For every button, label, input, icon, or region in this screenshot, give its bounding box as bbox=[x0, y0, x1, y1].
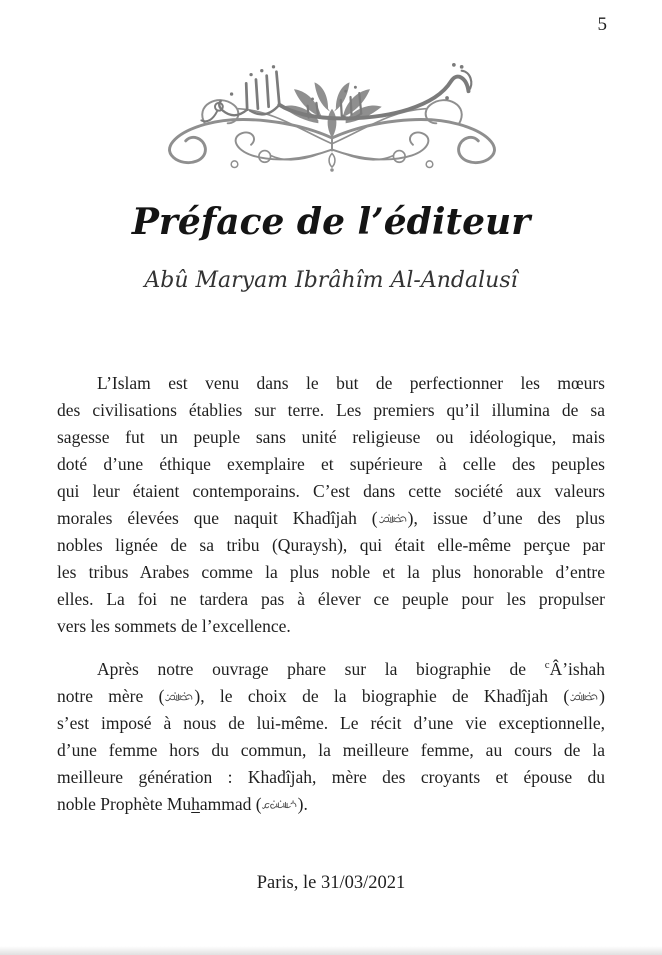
bismillah-ornament bbox=[137, 60, 527, 172]
text-line: Après notre ouvrage phare sur la biographie de $^c$Â’ishah bbox=[97, 659, 605, 679]
radiallahu-anha-honorific bbox=[569, 691, 599, 704]
author-name: Abû Maryam Ibrâhîm Al-Andalusî bbox=[144, 268, 518, 293]
text-line: doté d’une éthique exemplaire et supérieure à celle des peuples bbox=[57, 454, 605, 474]
text-line: morales élevées que naquit Khadîjah ( ), issue d’une des plus bbox=[57, 508, 605, 528]
bismillah-calligraphy-graphic bbox=[137, 60, 527, 172]
text-line: d’une femme hors du commun, la meilleure femme, au cours de la bbox=[57, 740, 605, 760]
text-line: meilleure génération : Khadîjah, mère des croyants et épouse du bbox=[57, 767, 605, 787]
text-line: notre mère ( ), le choix de la biographie de Khadîjah ( ) bbox=[57, 686, 605, 706]
text-line: elles. La foi ne tardera pas à élever ce peuple pour les propulser bbox=[57, 589, 605, 609]
date-line: Paris, le 31/03/2021 bbox=[256, 873, 406, 893]
text-line: des civilisations établies sur terre. Les premiers qu’il illumina de sa bbox=[57, 400, 605, 420]
sallallahu-alayhi-wasallam-honorific bbox=[262, 799, 298, 812]
text-line: L’Islam est venu dans le but de perfectionner les mœurs bbox=[97, 373, 605, 393]
superscript-ayn: c bbox=[544, 659, 550, 672]
text-line: vers les sommets de l’excellence. bbox=[57, 616, 291, 636]
text-line: noble Prophète Muhammad ( ). bbox=[57, 794, 308, 814]
radiallahu-anha-honorific bbox=[378, 513, 408, 526]
text-line: sagesse fut un peuple sans unité religieuse ou idéologique, mais bbox=[57, 427, 605, 447]
underlined-h: h bbox=[191, 794, 200, 814]
text-line: qui leur étaient contemporains. C’est dans cette société aux valeurs bbox=[57, 481, 605, 501]
text-line: les tribus Arabes comme la plus noble et la plus honorable d’entre bbox=[57, 562, 605, 582]
page-number: 5 bbox=[597, 14, 607, 35]
text-line: s’est imposé à nous de lui-même. Le récit d’une vie exceptionnelle, bbox=[57, 713, 605, 733]
paragraph-2 bbox=[57, 656, 605, 818]
body-text bbox=[57, 370, 605, 818]
page-title: Préface de l’éditeur bbox=[131, 201, 531, 243]
radiallahu-anha-honorific bbox=[164, 691, 194, 704]
text-line: nobles lignée de sa tribu (Quraysh), qui était elle-même perçue par bbox=[57, 535, 605, 555]
paragraph-1 bbox=[57, 370, 605, 640]
